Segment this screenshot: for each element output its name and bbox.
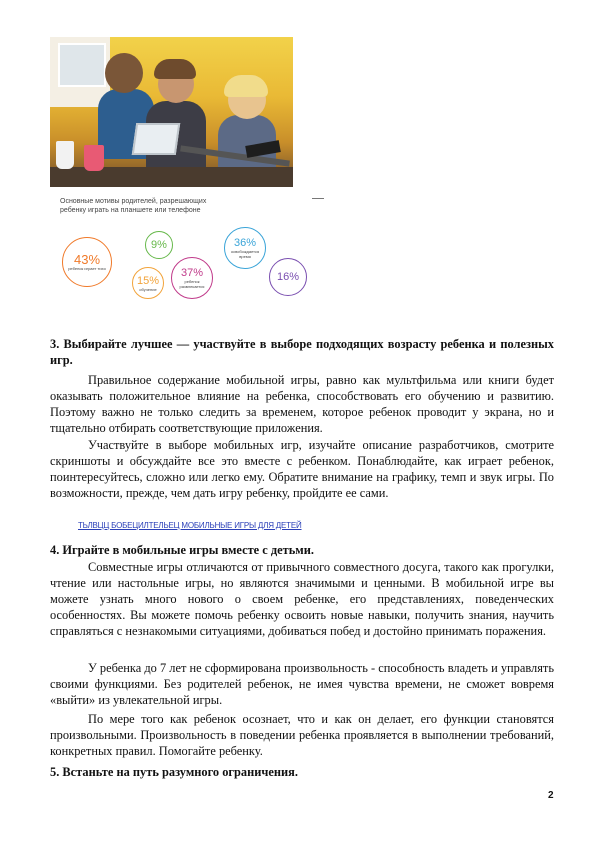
section-4-heading: 4. Играйте в мобильные игры вместе с детьми. <box>50 543 314 557</box>
stat-value: 36% <box>233 237 257 249</box>
stat-circle-15 <box>132 267 164 299</box>
stat-value: 37% <box>180 267 204 279</box>
stat-value: 43% <box>73 251 101 267</box>
infographic-title: Основные мотивы родителей, разрешающих ребенку играть на планшете или телефоне <box>60 198 207 214</box>
section-3-heading: 3. Выбирайте лучшее — участвуйте в выборе подходящих возрасту ребенка и полезных игр. <box>50 337 554 367</box>
stat-circle-16 <box>269 258 307 296</box>
stat-circle-9 <box>145 231 173 259</box>
stat-circle-37 <box>171 257 213 299</box>
stat-caption: освобождается время <box>230 249 260 259</box>
stat-caption: ребенок играет тихо <box>68 265 106 271</box>
section-3-paragraph-2: Участвуйте в выборе мобильных игр, изучайте описание разработчиков, смотрите скриншоты и обсуждайте все это вместе с ребенком. Понаблюдайте, как играет ребенок, поинтересуйтесь, сложно или легко ему. Обратите внимание на графику, темп и звук игры. По возможности, прежде, чем дать игру ребенку, пройдите ее сами. <box>50 438 554 500</box>
stat-value: 16% <box>276 271 300 283</box>
section-5-heading: 5. Встаньте на путь разумного ограничения. <box>50 765 298 779</box>
page-number: 2 <box>548 790 554 801</box>
section-4-paragraph-1: Совместные игры отличаются от привычного совместного досуга, такого как прогулки, чтение или настольные игры, но являются значимыми и ценными. В мобильной игре вы можете узнать много нового о своем ребенке, его представлениях, поведенческих особенностях. Вы можете помочь ребенку освоить новые навыки, получить знания, научить справляться с незнакомыми ситуациями, добиваться побед и достойно принимать поражения. <box>50 560 554 638</box>
stat-caption: ребенок развлекается <box>179 279 205 289</box>
stat-circle-36 <box>224 227 266 269</box>
children-tablet-photo <box>50 37 293 187</box>
stat-value: 9% <box>151 239 167 251</box>
section-4-paragraph-3: По мере того как ребенок осознает, что и как он делает, его функции становятся произвольными. Произвольность в поведении ребенка проявляется в выполнении требований, конкретных правил. Помогайте ребенку. <box>50 712 554 758</box>
section-3-paragraph-1: Правильное содержание мобильной игры, равно как мультфильма или книги будет оказывать положительное влияние на ребенка, способствовать его обучению и развитию. Поэтому важно не только следить за временем, которое ребенок проводит у экрана, но и тщательно отбирать соответствующие приложения. <box>50 373 554 435</box>
stat-value: 15% <box>136 274 160 287</box>
stat-circle-43 <box>62 237 112 287</box>
parents-motives-infographic <box>50 195 312 335</box>
section-4-paragraph-2: У ребенка до 7 лет не сформирована произвольность - способность владеть и управлять своими функциями. Без родителей ребенок, не имея чувства времени, не сможет вовремя «выйти» из увлекательной игры. <box>50 661 554 707</box>
mobile-games-link[interactable]: ТЬЛВЦЦ БОБЕЦИЛТЕЛЬЕЦ МОБИЛЬНЫЕ ИГРЫ ДЛЯ ДЕТЕЙ <box>78 521 302 530</box>
stat-caption: обучение <box>139 286 157 292</box>
